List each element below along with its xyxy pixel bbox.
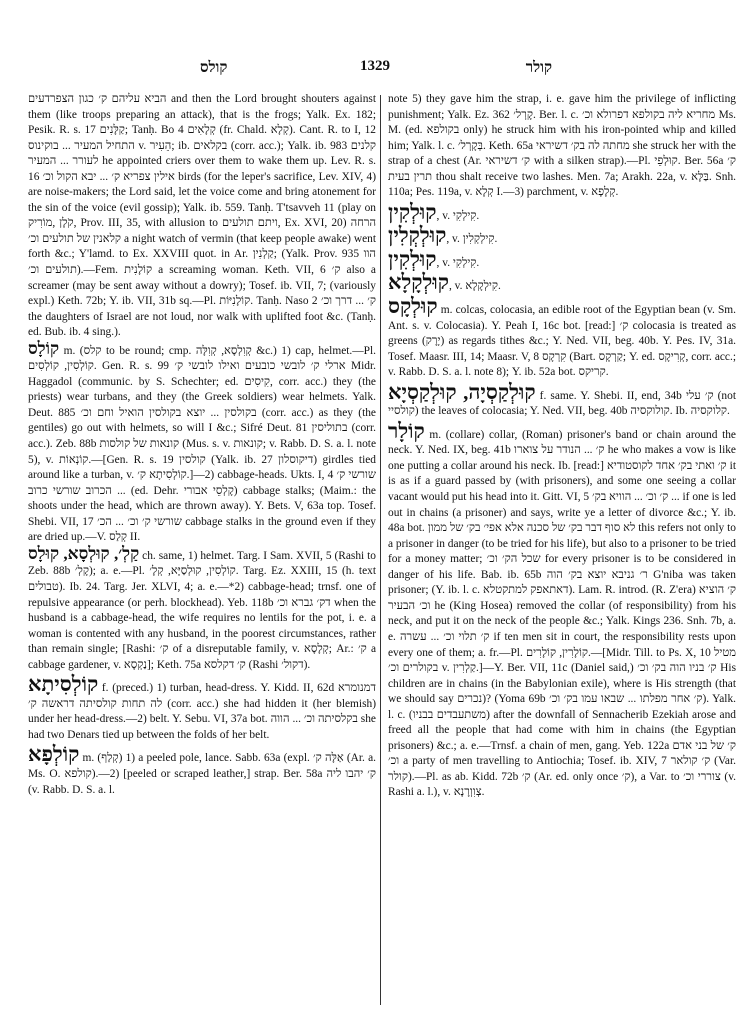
headword: קוּלְקִין (388, 199, 437, 224)
column-divider (380, 95, 381, 1005)
headword: קוֹלָר (388, 418, 425, 443)
headword: קוּלְקְלִין (388, 223, 447, 248)
entry-kulkasya: קוּלְקַסְיָה, קוּלְקַסְיָא f. same. Y. Shebi. II, end, 34b ק׳ עלי (not קולסיי) the leaves of colocasia; Y. Ned. VII, beg. 40b קולוקסיה. Ib. קלוקסיה. (388, 379, 736, 418)
headword: קַלְ׳, קוּלְסָא, קוּלָס (28, 543, 140, 563)
entry-continued: הביא עליהם ק׳ כגון הצפרדעים and then the Lord brought shouters against them (like troops preparing an attack), that is the frogs; Yalk. Ex. 182; Pesik. R. s. 17 קַלָּנִים; Tanḥ. Bo 4 קְלָאִים (fr. Chald. קְלָא). Cant. R. to I, 12 התחיל המעיר ... בוקינוס v. הֵעִיר; ib. בקלאים (corr. acc.); Yalk. ib. 983 קלנים לעורר ... המעיר he appointed criers over them to wake them up. Lev. R. s. 16 אילין צפריא ק׳ ... יבא הקול וכ׳ birds (for the leper's sacrifice, Lev. XIV, 4) are noise-makers; the Lord said, let the voice come and bring atonement for the sin of the voice (evil gossip); Yalk. ib. 559. Tanḥ. T'tsavveh 11 (play on קֹלָן ,מוֹרִיק, Prov. III, 35, with allusion to ויתם תולעים, Ex. XVI, 20) הרחה קלאנין של תולעים וכ׳ a night watch of vermin (that keep people awake) went forth &c.; Y'lamd. to Ex. XXVIII quot. in Ar. קַלְנִין; (Yalk. Prov. 935 הוו תולעים וכ׳).—Fem. קוֹלָנִית a screaming woman. Keth. VII, 6 ק׳ also a screamer (may be sent away without a dowry); Tosef. ib. VII, 7; (variously expl.) Keth. 72b; Y. ib. VII, 31b sq.—Pl. קוֹלָנִיּוֹת. Tanḥ. Naso 2 ק׳ ... דרך וכ׳ the daughters of Israel are not loud, nor walk with uplifted foot &c. (Tanḥ. ed. Bub. ib. 4 sing.). (28, 93, 376, 339)
left-running-head: קולס (200, 58, 228, 76)
entry-kulkela: קוּלְקָלָא, v. קִילְקָלָא. (388, 270, 501, 295)
entry-kulsa: קַלְ׳, קוּלְסָא, קוּלָס ch. same, 1) helmet. Targ. I Sam. XVII, 5 (Rashi to Zeb. 88b קָלְ׳); a. e.—Pl. קוֹלְסִין, קוּלְסַיָּא, קְלָ׳. Targ. Ez. XXIII, 15 (h. text טבולים). Ib. 24. Targ. Jer. XLVI, 4; a. e.—*2) cabbage-head; trnsf. one of repulsive appearance (or perh. blockhead). Yeb. 118b דק׳ גברא וכ׳ when the husband is a cabbage-head, the wife requires no lentils for the pot, i. e. a woman is contented with any husband, in the poorest circumstances, rather than remain single; [Rashi: ק׳ of a disreputable family, v. קְלָסָא; Ar.: ק׳ a cabbage gardener, v. נַקְסָא]; Keth. 75a ק׳ דקלסא (Rashi דקול׳). (28, 543, 376, 671)
headword: קוּלְקָס (388, 294, 438, 319)
entry-kulkin: קוּלְקִין, v. קִילְקִי. (388, 199, 480, 224)
headword: קוּלְקַסְיָה, קוּלְקַסְיָא (388, 379, 536, 404)
entry-kulkas: קוּלְקָס m. colcas, colocasia, an edible root of the Egyptian bean (v. Sm. Ant. s. v. Colocasia). Y. Peah I, 16c bot. [read:] ק׳ colocasia is treated as greens (יָרָק) as regards tithes &c.; Y. Ned. VII, beg. 40b. Y. Pes. IV, 31a. Tosef. Maasr. III, 14; Maasr. V, 8 קִרְקָס (Bart. קַרְקָס; Y. ed. קְרִיקָס, corr. acc.; v. Rabb. D. S. a. l. note 8); Y. ib. 52a bot. קריקס. (388, 294, 736, 379)
entry-kulkin-2: קוּלְקִין, v. קִילְקִי. (388, 246, 480, 271)
headword: קוֹלָס (28, 338, 60, 358)
right-column (388, 92, 736, 1012)
entry-kolsita: קוֹלְסִיתָא f. (preced.) 1) turban, head-dress. Y. Kidd. II, 62d דמנומרא לה תחות קולסיתה דראשה ק׳ (corr. acc.) she had hidden it (her blemish) under her head-dress.—2) belt. Y. Sebu. VI, 37a bot. בקלסיתה וכ׳ ... הווה she had two Denars tied up between the folds of her belt. (28, 672, 376, 741)
left-column (28, 92, 376, 1012)
entry-kolfa: קוֹלְפָא m. (קְלַף) 1) a peeled pole, lance. Sabb. 63a (expl. אַלָּה ק׳ (Ar. a. Ms. O. קולפא).—2) [peeled or scraped leather,] strap. Ber. 58a ק׳ יהבו ליה (v. Rabb. D. S. a. l. (28, 742, 376, 796)
page-number: 1329 (360, 58, 390, 74)
right-running-head: קולר (525, 58, 552, 76)
entry-kolas: קוֹלָס m. (קלס to be round; cmp. קְוִלְסָא, קְוִלָּה &c.) 1) cap, helmet.—Pl. קוֹלְסִין, קוֹלְסִים. Gen. R. s. 99 ארלי ק׳ לובשי כובעים ואילו לובשי ק׳ Midr. Haggadol (communic. by S. Schechter; ed. קִיסִים, corr. acc.) they (the priests) wear turbans, and they (the Greek soldiers) wear helmets. Yalk. Deut. 885 בקולסין ... יוצא בקולסין הואיל וחם וכ׳ (corr. acc.) as they (the gentiles) go out with helmets, so will I &c.; Sifré Deut. 81 בתוליסין (corr. acc.). Zeb. 88b קונאות של קולסות (Mus. s. v. קונאות; v. Rabb. D. S. a. l. note 5), v. קוֹנְאוֹת.—[Gen. R. s. 19 קולסין (Yalk. ib. 27 דיקוסלון) girdles tied around like a turban, v. קוֹלְסִיתָא ק׳.]—2) cabbage-heads. Ukts. I, 4 שורשי ק׳ הכרוב שורשי כרוב ... (ed. Dehr. קָלְסֵי אבורי) cabbage stalks; (Maim.: the shoots under the head, which are thrown away). Y. Bets. V, 63a top. Tosef. Shebi. VII, 17 שורשי ק׳ וכ׳ ... הכ׳ cabbage stalks in the ground even if they are dried up.—V. קְלַס II. (28, 338, 376, 544)
headword: קוֹלְפָא (28, 742, 80, 767)
page-header (28, 58, 722, 84)
entry-kolar: קוֹלָר m. (collare) collar, (Roman) prisoner's band or chain around the neck. Y. Ned. IX, beg. 41b ק׳ ... הנודר על צוארו he who makes a vow is like one putting a collar around his neck. Ib. [read:] ק׳ ואתי בק׳ אחד לקוסטודיא it is as if a guard passed by (with prisoners), and some one seeing a collar vacant would put his head into it. Gitt. VI, 5 ק׳ וכ׳ ... הוויא בק׳ ... if one is led out in chains (a prisoner) and says, write ye a letter of divorce &c.; Y. ib. 48a bot. לא סוף דבר בק׳ של סכנה אלא אפי׳ בק׳ של ממון this refers not only to a prisoner in danger (to be tried for his life), but also to a prisoner to be tried for a money matter; שכל הק׳ וכ׳ for every prisoner is to be considered in danger of his life. Bab. ib. 65b ר׳ גניבא יוצא בק׳ הוה G'niba was taken prisoner; (Y. ib. l. c. דאתאפק למתקטלא). Lam. R. introd. (R. Z'era) ק׳ הוציא וכ׳ הבעיר he (King Hosea) removed the collar (of responsibility) from his neck, and put it on the neck of the people &c.; Yalk. Kings 236. Snh. 7b, a. e. ק׳ תלוי וכ׳ ... עשרה if ten men sit in court, the responsibility rests upon every one of them; a. fr.—Pl. קוֹלָרִין, קוֹלָרִים.—[Midr. Till. to Ps. X, 10 מטיל בקולרים וכ׳ v. קַלְרִין.]—Y. Ber. VII, 11c (Daniel said,) ק׳ בניו הוה בק׳ וכ׳ His children are in chains (in the Babylonian exile), where is His strength (that we should say נכרים)? (Yoma 69b ק׳ אחר מפלתו ... שבאו עמו בק׳ וכ׳). Yalk. l. c. (משתעבדים בבניו) after the downfall of Sennacherib Ezekiah arose and freed all the people that had come with him in chains (the Egyptian prisoners) &c.; a. e.—Trnsf. a chain of men, gang. Yeb. 122a ק׳ של בני אדם וכ׳ a party of men travelling to Antiochia; Tosef. ib. XIV, 7 ק׳ קולאר (Var. קולר).—Pl. as ab. Kidd. 72b ק׳ (Ar. ed. only once ק׳), a Var. to צוררי וכ׳ (v. Rashi a. l.), v. צְוִוְרָנָא. (388, 418, 736, 799)
entry-continued: note 5) they gave him the strap, i. e. gave him the privilege of inflicting punishment; Yalk. Ez. 362 קָרְל׳. Ber. l. c. מחריא ליה בקולפא דפרולא וכ׳ Ms. M. (ed. בקולפא only) he struck him with his iron-pointed whip and killed him; Yalk. l. c. בְּקָרְל׳. Keth. 65a מחתה לה בק׳ דשיראי she struck her with the strap of a chest (Ar. ק׳ דשיראי with a silken strap).—Pl. קוּלְפֵי. Ber. 56a ק׳ תרין בעית thou shalt receive two lashes. Men. 7a; Arakh. 22a, v. בַּלָּא. Snh. 110a; Pes. 119a, v. קְלָא I.—3) parchment, v. קְלָפָא. (388, 93, 736, 199)
headword: קוּלְקִין (388, 246, 437, 271)
headword: קוֹלְסִיתָא (28, 672, 99, 697)
headword: קוּלְקָלָא (388, 270, 449, 295)
entry-kulkelin: קוּלְקְלִין, v. קִילְקְלִין. (388, 223, 498, 248)
